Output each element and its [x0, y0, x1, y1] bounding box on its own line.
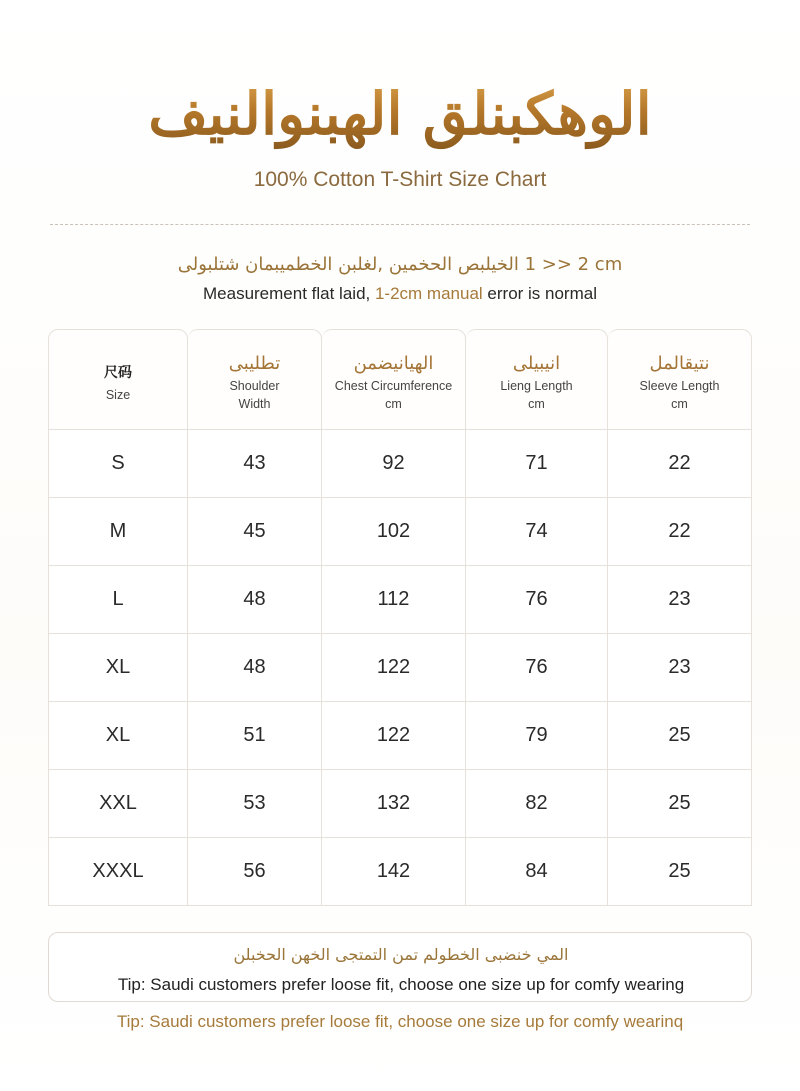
measurement-note-highlight: 1-2cm manual [374, 284, 483, 303]
cell-shoulder: 56 [188, 838, 322, 906]
header-size [48, 329, 188, 430]
measurement-range: 1 >> 2 cm [524, 254, 623, 275]
cell-chest: 122 [322, 702, 466, 770]
cell-shoulder: 51 [188, 702, 322, 770]
cell-length: 76 [466, 566, 608, 634]
tip-arabic: المي خنضبى الخطولم تمن التمتجى الخهن الحخبلن [233, 945, 569, 964]
dashed-divider [50, 224, 750, 225]
cell-sleeve: 22 [608, 498, 752, 566]
cell-shoulder: 48 [188, 566, 322, 634]
cell-sleeve: 23 [608, 566, 752, 634]
size-table [48, 329, 752, 905]
cell-length: 82 [466, 770, 608, 838]
measurement-note-prefix: Measurement flat laid, [203, 284, 375, 303]
cell-chest: 92 [322, 430, 466, 498]
cell-size: XL [48, 702, 188, 770]
cell-chest: 132 [322, 770, 466, 838]
cell-sleeve: 23 [608, 634, 752, 702]
cell-chest: 102 [322, 498, 466, 566]
cell-length: 76 [466, 634, 608, 702]
header-chest-ar: الهيانيضمن [353, 352, 434, 374]
cell-length: 79 [466, 702, 608, 770]
cell-sleeve: 25 [608, 702, 752, 770]
cell-size: XXXL [48, 838, 188, 906]
cell-shoulder: 53 [188, 770, 322, 838]
cell-shoulder: 43 [188, 430, 322, 498]
header-chest [322, 329, 466, 430]
cell-length: 71 [466, 430, 608, 498]
measurement-note-suffix: error is normal [482, 284, 597, 303]
cell-size: L [48, 566, 188, 634]
cell-chest: 142 [322, 838, 466, 906]
measurement-note-english [0, 284, 800, 304]
header-length-en: Lieng Length cm [500, 378, 573, 411]
tip-english-repeat: Tip: Saudi customers prefer loose fit, choose one size up for comfy wearinq [116, 1012, 684, 1031]
header-shoulder-ar: تطليبى [228, 352, 281, 374]
header-length [466, 329, 608, 430]
header-length-ar: انيبيلى [512, 352, 561, 374]
chart-subtitle: 100% Cotton T-Shirt Size Chart [253, 168, 547, 191]
cell-sleeve: 22 [608, 430, 752, 498]
header-size-en: Size [105, 387, 131, 402]
header-chest-en: Chest Circumference cm [334, 378, 453, 411]
measurement-note-arabic-text: الخيلبص الحخمين ,لغلبن الخطميبمان شتلبولى [177, 254, 519, 275]
tip-box [48, 932, 752, 1002]
cell-size: XXL [48, 770, 188, 838]
tip-english: Tip: Saudi customers prefer loose fit, choose one size up for comfy wearing [117, 975, 685, 994]
header-sleeve [608, 329, 752, 430]
header-size-zh: 尺码 [104, 364, 132, 381]
cell-shoulder: 48 [188, 634, 322, 702]
header-sleeve-ar: نتيقالمل [649, 352, 710, 374]
cell-size: M [48, 498, 188, 566]
cell-length: 84 [466, 838, 608, 906]
cell-sleeve: 25 [608, 838, 752, 906]
cell-sleeve: 25 [608, 770, 752, 838]
cell-size: XL [48, 634, 188, 702]
cell-shoulder: 45 [188, 498, 322, 566]
cell-chest: 112 [322, 566, 466, 634]
brand-title-arabic: الوهكبنلق الهبنوالنيف [0, 78, 800, 150]
header-sleeve-en: Sleeve Length cm [639, 378, 720, 411]
measurement-note-arabic [0, 254, 800, 275]
header-shoulder [188, 329, 322, 430]
cell-length: 74 [466, 498, 608, 566]
cell-size: S [48, 430, 188, 498]
header-shoulder-en: Shoulder Width [229, 378, 280, 411]
cell-chest: 122 [322, 634, 466, 702]
